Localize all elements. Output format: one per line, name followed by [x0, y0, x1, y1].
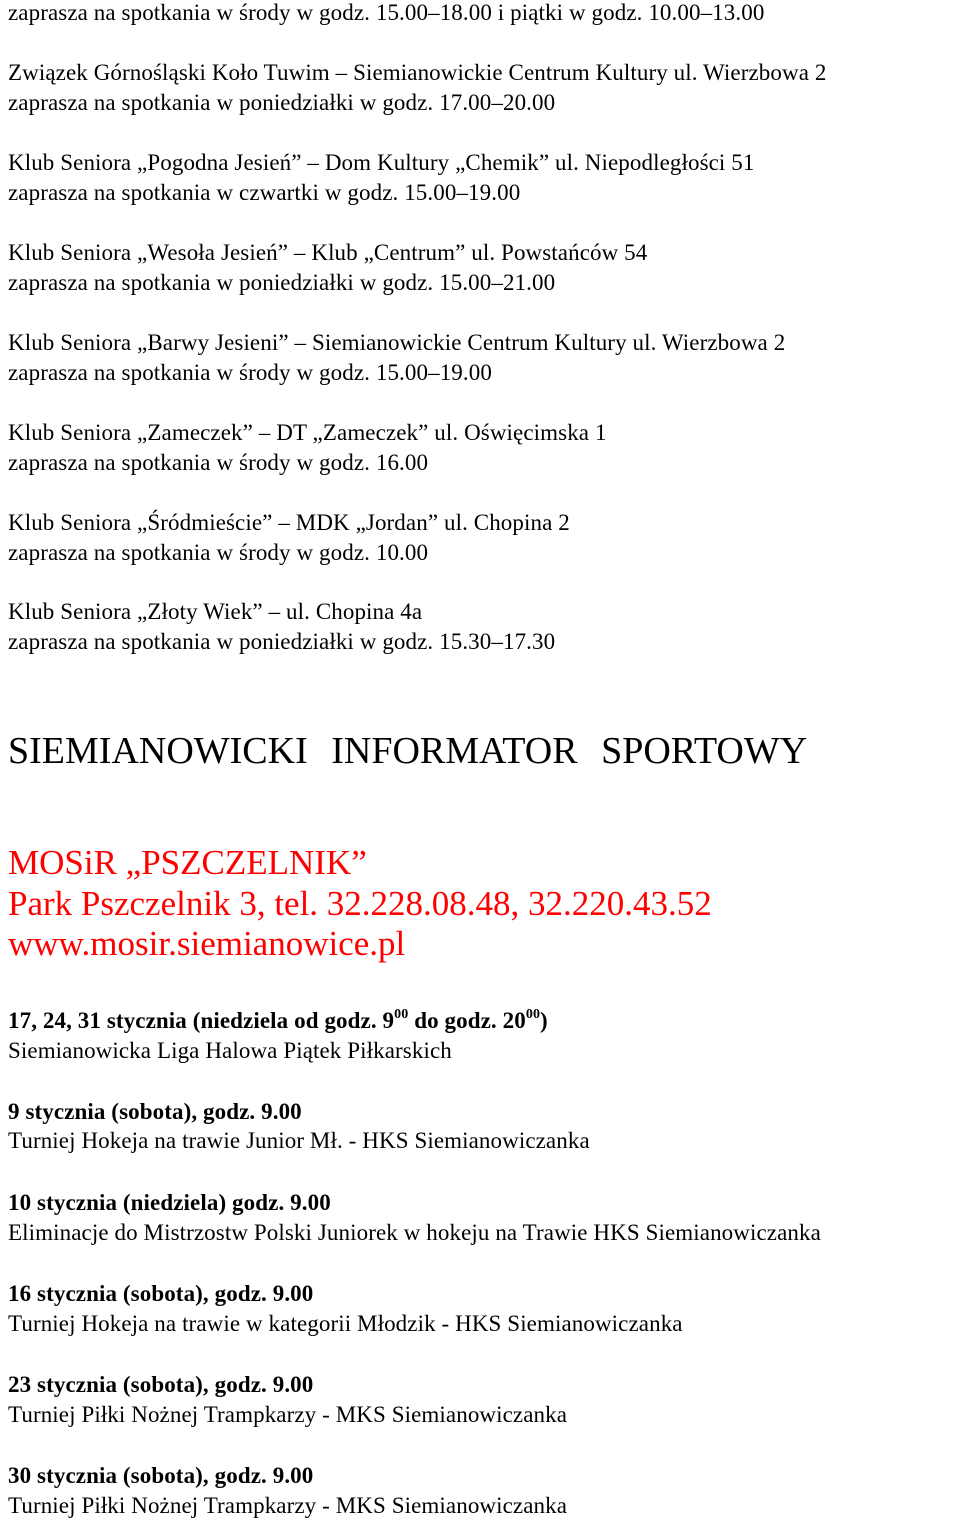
event-description: Turniej Hokeja na trawie Junior Mł. - HKS Siemianowiczanka — [8, 1128, 590, 1153]
club-schedule: zaprasza na spotkania w poniedziałki w godz. 15.30–17.30 — [8, 629, 556, 654]
event-date: 10 stycznia (niedziela) godz. 9.00 — [8, 1190, 331, 1215]
club-schedule: zaprasza na spotkania w poniedziałki w godz. 15.00–21.00 — [8, 270, 556, 295]
event-end-superscript: 00 — [525, 1007, 541, 1022]
event-description: Turniej Piłki Nożnej Trampkarzy - MKS Siemianowiczanka — [8, 1493, 568, 1518]
sports-informator-heading: SIEMIANOWICKI INFORMATOR SPORTOWY — [8, 730, 808, 772]
event-date: 23 stycznia (sobota), godz. 9.00 — [8, 1372, 314, 1397]
club-name: Klub Seniora „Pogodna Jesień” – Dom Kultury „Chemik” ul. Niepodległości 51 — [8, 150, 755, 175]
club-name: Klub Seniora „Złoty Wiek” – ul. Chopina 4a — [8, 599, 423, 624]
event-description: Eliminacje do Mistrzostw Polski Juniorek w hokeju na Trawie HKS Siemianowiczanka — [8, 1220, 821, 1245]
club-schedule: zaprasza na spotkania w czwartki w godz. 15.00–19.00 — [8, 180, 521, 205]
club-name: Klub Seniora „Barwy Jesieni” – Siemianowickie Centrum Kultury ul. Wierzbowa 2 — [8, 330, 786, 355]
venue-website-link[interactable]: www.mosir.siemianowice.pl — [8, 924, 406, 963]
event-description: Siemianowicka Liga Halowa Piątek Piłkarskich — [8, 1038, 452, 1063]
event-start-superscript: 00 — [394, 1007, 409, 1022]
event-date: 16 stycznia (sobota), godz. 9.00 — [8, 1281, 314, 1306]
club-name: Klub Seniora „Śródmieście” – MDK „Jordan” ul. Chopina 2 — [8, 510, 570, 535]
event-date-prefix: 17, 24, 31 stycznia (niedziela od godz. 9 — [8, 1008, 395, 1033]
club-name: Klub Seniora „Zameczek” – DT „Zameczek” ul. Oświęcimska 1 — [8, 420, 607, 445]
event-date: 9 stycznia (sobota), godz. 9.00 — [8, 1099, 302, 1124]
event-date-middle: do godz. 20 — [408, 1008, 526, 1033]
club-name: Związek Górnośląski Koło Tuwim – Siemianowickie Centrum Kultury ul. Wierzbowa 2 — [8, 60, 827, 85]
club-schedule: zaprasza na spotkania w środy w godz. 15.00–19.00 — [8, 360, 492, 385]
venue-name: MOSiR „PSZCZELNIK” — [8, 843, 367, 882]
club-schedule: zaprasza na spotkania w poniedziałki w godz. 17.00–20.00 — [8, 90, 556, 115]
intro-schedule-line: zaprasza na spotkania w środy w godz. 15.00–18.00 i piątki w godz. 10.00–13.00 — [8, 0, 765, 25]
club-schedule: zaprasza na spotkania w środy w godz. 10.00 — [8, 540, 429, 565]
event-date — [8, 1006, 548, 1040]
venue-address: Park Pszczelnik 3, tel. 32.228.08.48, 32.220.43.52 — [8, 884, 712, 923]
event-description: Turniej Piłki Nożnej Trampkarzy - MKS Siemianowiczanka — [8, 1402, 568, 1427]
event-date: 30 stycznia (sobota), godz. 9.00 — [8, 1463, 314, 1488]
event-date-suffix: ) — [540, 1008, 548, 1033]
club-schedule: zaprasza na spotkania w środy w godz. 16.00 — [8, 450, 429, 475]
club-name: Klub Seniora „Wesoła Jesień” – Klub „Centrum” ul. Powstańców 54 — [8, 240, 648, 265]
event-description: Turniej Hokeja na trawie w kategorii Młodzik - HKS Siemianowiczanka — [8, 1311, 683, 1336]
